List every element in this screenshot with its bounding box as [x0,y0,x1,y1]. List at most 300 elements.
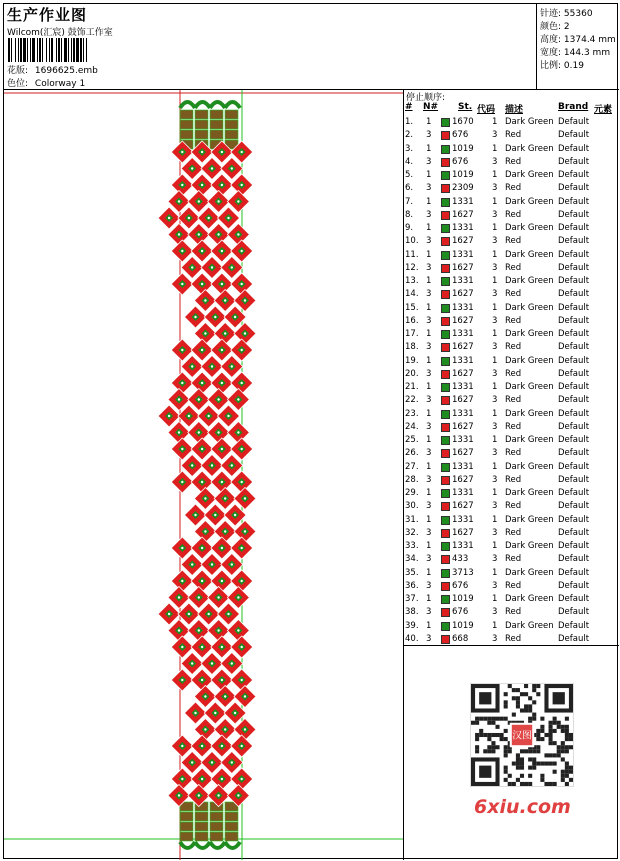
row-stitches: 1627 [452,527,474,538]
row-stitches: 1627 [452,315,474,326]
table-row [404,621,619,634]
qr-module [540,762,544,766]
row-needle: 1 [426,435,432,445]
qr-module [524,749,528,753]
qr-module [532,717,536,721]
row-needle: 3 [426,130,432,141]
row-description: Red [505,607,522,618]
color-swatch [441,184,450,193]
row-stitches: 1331 [452,435,474,445]
row-brand: Default [558,262,590,273]
qr-module [553,762,557,766]
olive-stitch-block [195,822,208,831]
row-brand: Default [558,302,590,313]
stat-colors: 颜色: 2 [540,22,570,32]
table-row [404,316,619,329]
color-swatch [441,357,450,366]
row-brand: Default [558,117,590,127]
qr-module [508,782,512,786]
row-needle: 3 [426,368,432,379]
star-dot [181,151,183,153]
row-description: Dark Green [505,276,554,286]
color-swatch [441,264,450,273]
qr-module [569,737,573,741]
embroidery-preview [4,90,404,860]
row-code: 3 [492,554,498,565]
row-code: 3 [492,342,498,353]
green-scallop [225,102,240,108]
row-index: 35. [405,567,419,578]
row-description: Red [505,236,522,247]
qr-module [553,753,557,757]
qr-module [544,753,548,757]
qr-module [544,733,548,737]
star-dot [244,299,246,301]
row-description: Dark Green [505,355,554,366]
qr-module [475,721,479,725]
qr-finder [553,692,565,704]
row-stitches: 1331 [452,302,474,313]
row-description: Dark Green [505,435,554,445]
row-code: 1 [492,329,498,339]
color-swatch [441,608,450,617]
row-stitches: 1627 [452,421,474,432]
row-stitches: 1627 [452,474,474,485]
qr-module [565,766,569,770]
qr-module [536,733,540,737]
table-row [404,329,619,342]
row-index: 2. [405,130,414,141]
star-dot [234,712,236,714]
row-brand: Default [558,580,590,591]
color-swatch [441,251,450,260]
qr-module [536,749,540,753]
row-needle: 1 [426,567,432,578]
table-row [404,594,619,607]
row-code: 3 [492,607,498,618]
row-index: 34. [405,554,419,565]
row-description: Dark Green [505,302,554,313]
star-dot [201,778,203,780]
row-brand: Default [558,315,590,326]
olive-stitch-block [180,120,193,129]
star-dot [241,382,243,384]
star-dot [237,794,239,796]
qr-module [532,700,536,704]
table-row [404,210,619,223]
star-dot [211,563,213,565]
star-dot [224,695,226,697]
qr-module [516,688,520,692]
row-needle: 3 [426,421,432,432]
star-dot [221,547,223,549]
row-description: Red [505,130,522,141]
color-swatch [441,449,450,458]
olive-stitch-block [225,822,238,831]
green-scallop [195,102,210,108]
star-dot [168,613,170,615]
row-description: Dark Green [505,620,554,631]
olive-stitch-block [210,130,223,139]
star-dot [191,167,193,169]
star-dot [201,283,203,285]
table-row [404,342,619,355]
color-swatch [441,211,450,220]
green-scallop [180,842,195,848]
color-swatch [441,118,450,127]
row-needle: 1 [426,276,432,286]
row-description: Dark Green [505,594,554,604]
star-dot [221,250,223,252]
qr-module [561,749,565,753]
star-dot [221,646,223,648]
row-code: 1 [492,567,498,578]
qr-module [565,745,569,749]
row-index: 17. [405,329,419,339]
star-dot [181,679,183,681]
page-title: 生产作业图 [7,6,88,24]
qr-module [536,737,540,741]
qr-module [504,737,508,741]
qr-module [565,770,569,774]
row-needle: 3 [426,607,432,618]
row-index: 24. [405,421,419,432]
table-row [404,448,619,461]
qr-module [532,713,536,717]
company-name: Wilcom(汇宸) 鼓饰工作室 [7,28,113,38]
star-dot [201,547,203,549]
qr-module [549,725,553,729]
qr-module [504,717,508,721]
row-description: Dark Green [505,196,554,207]
row-brand: Default [558,448,590,459]
olive-stitch-block [225,130,238,139]
col-brand: Brand [558,102,589,112]
embroidery-design-canvas [4,90,403,860]
row-index: 12. [405,262,419,273]
qr-module [532,684,536,688]
row-description: Dark Green [505,541,554,551]
star-dot [201,349,203,351]
row-description: Red [505,448,522,459]
table-row [404,144,619,157]
star-dot [221,580,223,582]
color-swatch [441,516,450,525]
row-description: Red [505,395,522,406]
olive-stitch-block [195,130,208,139]
star-dot [217,794,219,796]
qr-module [549,753,553,757]
qr-module [561,757,565,761]
star-dot [214,514,216,516]
color-swatch [441,224,450,233]
qr-module [500,737,504,741]
row-needle: 1 [426,223,432,233]
row-index: 8. [405,209,414,220]
row-needle: 1 [426,329,432,339]
color-swatch [441,595,450,604]
row-description: Red [505,209,522,220]
row-needle: 1 [426,196,432,207]
olive-stitch-block [210,832,223,841]
qr-module [520,766,524,770]
row-stitches: 1627 [452,368,474,379]
qr-module [491,733,495,737]
row-description: Red [505,342,522,353]
row-stitches: 676 [452,130,469,141]
row-brand: Default [558,276,590,286]
qr-module [536,684,540,688]
star-dot [214,712,216,714]
qr-module [508,684,512,688]
row-brand: Default [558,355,590,366]
row-brand: Default [558,435,590,445]
row-brand: Default [558,607,590,618]
row-needle: 3 [426,448,432,459]
qr-module [524,684,528,688]
row-needle: 1 [426,488,432,498]
star-dot [178,794,180,796]
row-code: 1 [492,302,498,313]
color-swatch [441,370,450,379]
row-needle: 3 [426,236,432,247]
qr-module [569,733,573,737]
row-needle: 3 [426,501,432,512]
row-index: 25. [405,435,419,445]
row-brand: Default [558,289,590,300]
qr-module [549,721,553,725]
row-needle: 1 [426,594,432,604]
qr-module [565,729,569,733]
star-dot [221,448,223,450]
header-info [4,4,537,90]
star-dot [227,613,229,615]
row-needle: 3 [426,580,432,591]
table-row [404,369,619,382]
qr-module [491,749,495,753]
color-swatch [441,635,450,644]
row-index: 9. [405,223,414,233]
row-brand: Default [558,223,590,233]
stat-width: 宽度: 144.3 mm [540,48,611,58]
color-swatch [441,423,450,432]
row-index: 21. [405,382,419,392]
qr-finder [479,692,491,704]
row-brand: Default [558,170,590,180]
color-swatch [441,502,450,511]
star-dot [201,481,203,483]
row-description: Dark Green [505,382,554,392]
olive-stitch-block [210,822,223,831]
qr-module [565,733,569,737]
olive-stitch-block [195,120,208,129]
star-dot [198,629,200,631]
row-description: Dark Green [505,117,554,127]
row-needle: 1 [426,382,432,392]
stop-sequence-panel [404,90,619,646]
star-dot [231,365,233,367]
qr-module [500,717,504,721]
qr-module [520,692,524,696]
star-dot [241,679,243,681]
star-dot [241,250,243,252]
qr-module [504,745,508,749]
star-dot [211,365,213,367]
qr-module [516,757,520,761]
star-dot [221,382,223,384]
table-row [404,541,619,554]
row-brand: Default [558,488,590,498]
qr-module [561,770,565,774]
watermark-area [404,646,619,860]
row-needle: 1 [426,117,432,127]
star-dot [241,151,243,153]
star-dot [181,349,183,351]
row-stitches: 1627 [452,289,474,300]
star-dot [168,217,170,219]
qr-module [475,749,479,753]
qr-module [520,708,524,712]
olive-stitch-block [180,822,193,831]
star-dot [198,431,200,433]
row-stitches: 1331 [452,276,474,286]
qr-module [528,696,532,700]
row-stitches: 1019 [452,143,474,154]
star-dot [241,547,243,549]
row-stitches: 1331 [452,382,474,392]
qr-module [536,762,540,766]
row-stitches: 1019 [452,594,474,604]
qr-module [532,757,536,761]
row-stitches: 1627 [452,501,474,512]
qr-module [512,713,516,717]
table-row [404,607,619,620]
star-dot [221,349,223,351]
qr-module [524,782,528,786]
star-dot [191,563,193,565]
color-swatch [441,171,450,180]
qr-module [483,749,487,753]
row-brand: Default [558,249,590,260]
color-swatch [441,317,450,326]
qr-module [528,704,532,708]
qr-module [569,770,573,774]
star-dot [237,596,239,598]
row-description: Red [505,368,522,379]
row-needle: 3 [426,315,432,326]
qr-module [475,733,479,737]
row-code: 3 [492,421,498,432]
color-swatch [441,237,450,246]
stat-stitches: 针迹: 55360 [540,9,593,19]
row-code: 1 [492,594,498,604]
qr-module [504,692,508,696]
row-description: Red [505,315,522,326]
row-brand: Default [558,329,590,339]
table-row [404,223,619,236]
star-dot [204,728,206,730]
color-swatch [441,383,450,392]
qr-module [512,688,516,692]
star-dot [227,415,229,417]
qr-module [487,733,491,737]
olive-stitch-block [180,130,193,139]
qr-module [540,737,544,741]
star-dot [181,646,183,648]
row-brand: Default [558,554,590,565]
row-needle: 1 [426,514,432,525]
qr-module [500,733,504,737]
qr-module [508,774,512,778]
row-code: 1 [492,461,498,472]
qr-module [553,717,557,721]
row-needle: 3 [426,156,432,167]
star-dot [208,217,210,219]
qr-module [528,774,532,778]
olive-stitch-block [225,832,238,841]
star-dot [191,662,193,664]
star-dot [237,398,239,400]
qr-module [557,753,561,757]
qr-module [532,688,536,692]
row-description: Red [505,474,522,485]
star-dot [217,629,219,631]
star-dot [217,200,219,202]
row-description: Dark Green [505,329,554,339]
table-row [404,554,619,567]
row-index: 6. [405,183,414,194]
qr-module [532,766,536,770]
row-index: 20. [405,368,419,379]
row-code: 1 [492,196,498,207]
row-code: 1 [492,143,498,154]
row-index: 13. [405,276,419,286]
row-description: Red [505,183,522,194]
table-row [404,250,619,263]
star-dot [234,316,236,318]
star-dot [221,745,223,747]
star-dot [181,745,183,747]
color-swatch [441,582,450,591]
star-dot [211,266,213,268]
star-dot [237,200,239,202]
row-index: 33. [405,541,419,551]
row-stitches: 1627 [452,236,474,247]
row-index: 28. [405,474,419,485]
row-description: Red [505,156,522,167]
qr-module [549,741,553,745]
row-brand: Default [558,633,590,644]
star-dot [211,167,213,169]
qr-module [536,729,540,733]
qr-module [504,729,508,733]
row-code: 3 [492,395,498,406]
qr-module [487,745,491,749]
table-row [404,634,619,647]
qr-center-text: 汉图 [512,730,532,742]
row-brand: Default [558,501,590,512]
row-code: 3 [492,289,498,300]
qr-module [528,749,532,753]
row-stitches: 1331 [452,355,474,366]
qr-module [512,762,516,766]
star-dot [241,580,243,582]
star-dot [194,514,196,516]
color-swatch [441,569,450,578]
qr-module [512,696,516,700]
row-brand: Default [558,342,590,353]
row-stitches: 1331 [452,329,474,339]
